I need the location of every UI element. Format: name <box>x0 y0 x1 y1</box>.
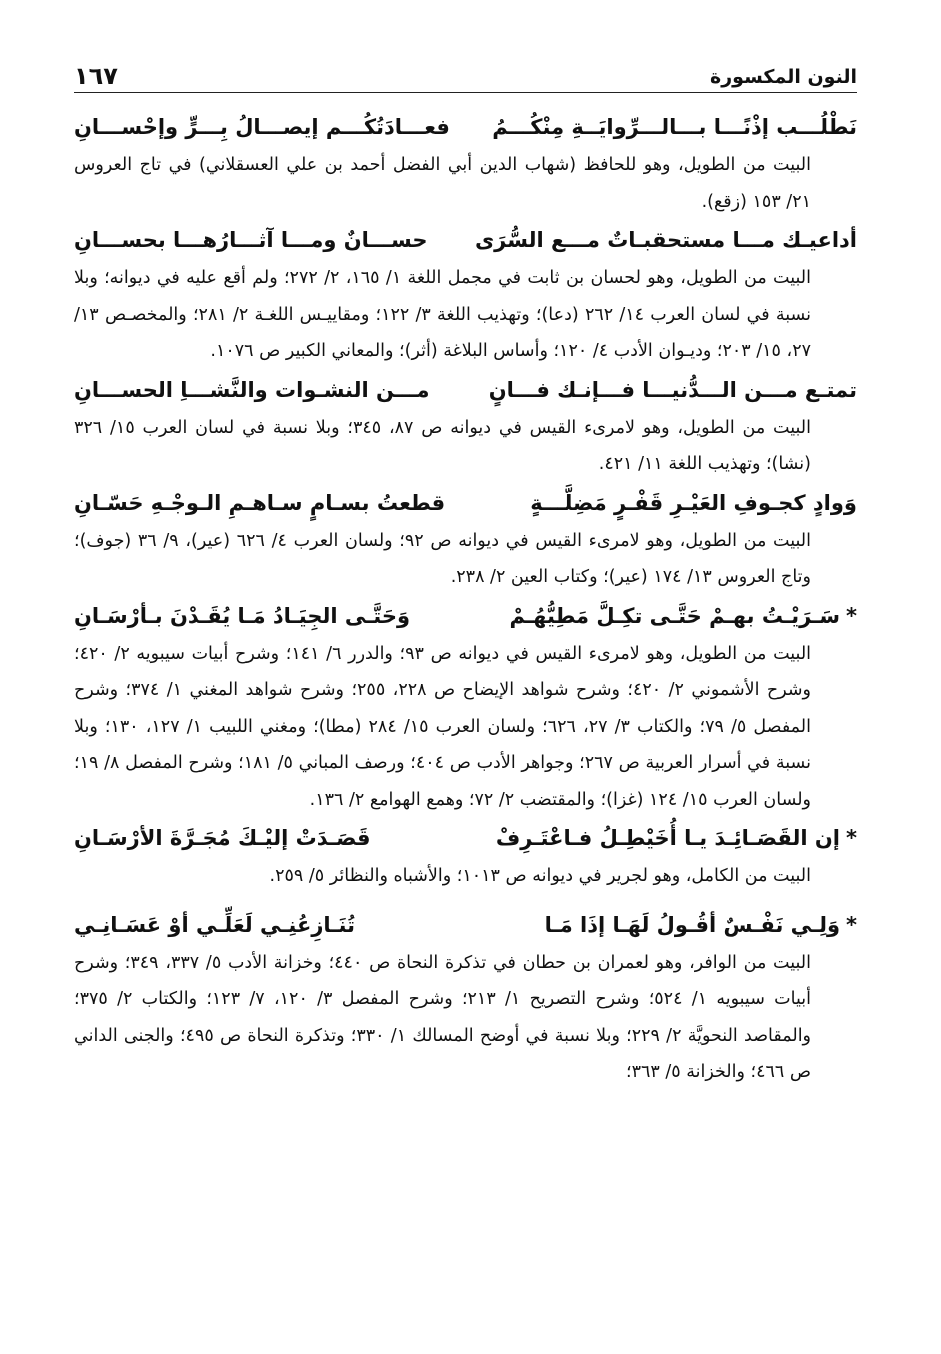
verse-line <box>74 818 857 858</box>
verse-commentary: البيت من الطويل، وهو لامرىء القيس في ديوانه ص ٩٢؛ ولسان العرب ٤/ ٦٢٦ (عير)، ٩/ ٣٦ (جوف)؛ وتاج العروس ١٣/ ١٧٤ (عير)؛ وكتاب العين ٢/ ٢٣٨. <box>74 530 811 587</box>
running-title: النون المكسورة <box>700 66 857 88</box>
shahid-marker: * <box>846 826 857 850</box>
verse-first-hemistich: وَوادٍ كجـوفِ العَيْـرِ قَفْـرٍ مَضِلَّـــةٍ <box>530 490 857 515</box>
verse-second-hemistich: قَصَـدَتْ إليْـكَ مُجَـرَّةَ الأرْسَـانِ <box>74 826 371 850</box>
verse-commentary: البيت من الطويل، وهو لامرىء القيس في ديوانه ص ٩٣؛ والدرر ٦/ ١٤١؛ وشرح أبيات سيبويه ٢/ ٤٢٠؛ وشرح الأشموني ٢/ ٤٢٠؛ وشرح شواهد الإيضاح ص ٢٢٨، ٢٥٥؛ وشرح شواهد المغني ١/ ٣٧٤؛ وشرح المفصل ٥/ ٧٩؛ والكتاب ٣/ ٢٧، ٦٢٦؛ ولسان العرب ١٥/ ٢٨٤ (مطا)؛ ومغني اللبيب ١/ ١٢٧، ١٣٠؛ وبلا نسبة في أسرار العربية ص ٢٦٧؛ وجواهر الأدب ص ٤٠٤؛ ورصف المباني ٥/ ١٨١؛ وشرح المفصل ٨/ ١٩؛ ولسان العرب ١٥/ ١٢٤ (غزا)؛ والمقتضب ٢/ ٧٢؛ وهمع الهوامع ٢/ ١٣٦. <box>74 643 812 810</box>
verse-commentary: البيت من الطويل، وهو لحسان بن ثابت في مجمل اللغة ١/ ١٦٥، ٢/ ٢٧٢؛ ولم أقع عليه في ديوانه؛ وبلا نسبة في لسان العرب ١٤/ ٢٦٢ (دعا)؛ وتهذيب اللغة ٣/ ١٢٢؛ ومقاييـس اللغـة ٢/ ٢٨١؛ والمخصـص ١٣/ ٢٧، ١٥/ ٢٠٣؛ وديـوان الأدب ٤/ ١٢٠؛ وأساس البلاغة (أثر)؛ والمعاني الكبير ص ١٠٧٦. <box>74 268 811 361</box>
verse-line <box>74 220 857 260</box>
verse-commentary: البيت من الطويل، وهو لامرىء القيس في ديوانه ص ٨٧، ٣٤٥؛ وبلا نسبة في لسان العرب ١٥/ ٣٢٦ (نشا)؛ وتهذيب اللغة ١١/ ٤٢١. <box>74 417 811 474</box>
verse-second-hemistich: تُنَـازِعُنِـي لَعَلِّـي أوْ عَسَـانِـي <box>74 912 355 937</box>
verse-commentary: البيت من الطويل، وهو للحافظ (شهاب الدين أبي الفضل أحمد بن علي العسقلاني) في تاج العروس ٢١/ ١٥٣ (زقع). <box>74 155 811 212</box>
verse-first-hemistich: أداعيـك مـــا مستحقبـاتٌ مـــع السُّرَى <box>474 228 857 252</box>
verse-line <box>74 370 857 410</box>
verse-line <box>74 483 857 523</box>
verse-line <box>74 905 857 945</box>
verse-entry <box>74 818 857 895</box>
verse-second-hemistich: وَحَتَّـى الجِيَـادُ مَـا يُقَـدْنَ بـأرْسَـانِ <box>74 603 411 628</box>
page-number: ١٦٧ <box>74 62 128 90</box>
shahid-marker: * <box>846 912 857 937</box>
verse-commentary: البيت من الوافر، وهو لعمران بن حطان في تذكرة النحاة ص ٤٤٠؛ وخزانة الأدب ٥/ ٣٣٧، ٣٤٩؛ وشرح أبيات سيبويه ١/ ٥٢٤؛ وشرح التصريح ١/ ٢١٣؛ وشرح المفصل ٣/ ١٢٠، ٧/ ١٢٣؛ والكتاب ٢/ ٣٧٥؛ والمقاصد النحويَّة ٢/ ٢٢٩؛ وبلا نسبة في أوضح المسالك ١/ ٣٣٠؛ وتذكرة النحاة ص ٤٩٥؛ والجنى الداني ص ٤٦٦؛ والخزانة ٥/ ٣٦٣؛ <box>74 952 812 1082</box>
verse-first-hemistich: تمتـع مـــن الـــدُّنيـــا فـــإنـك فـــانٍ <box>488 377 857 402</box>
verse-entry <box>74 370 857 483</box>
verse-second-hemistich: قطعتُ بسـامٍ سـاهـمِ الـوجْـهِ حَسّـانِ <box>74 490 446 515</box>
verse-second-hemistich: فعـــادَتُكُـــم إيصـــالُ بِـــرٍّ وإحْســـانِ <box>74 115 450 139</box>
verse-entry <box>74 107 857 220</box>
verse-second-hemistich: حســـانٌ ومـــا آثـــارُهـــا بحســـانِ <box>74 228 428 252</box>
verse-first-hemistich-text: إن القَصَـائِـدَ يـا أُخَيْطِـلُ فـاعْتَـرِفْ <box>495 826 841 850</box>
verse-first-hemistich-text: سَـرَيْـتُ بهـمْ حَتَّـى تكِـلَّ مَطِيُّهُـمْ <box>509 603 841 628</box>
verse-second-hemistich: مـــن النشـوات والنَّشـــاِ الحســـانِ <box>74 377 430 402</box>
shahid-marker: * <box>846 603 857 628</box>
verse-first-hemistich-text: وَلِـي نَفْـسٌ أقُـولُ لَهَـا إذَا مَـا <box>544 912 841 937</box>
verse-first-hemistich <box>545 905 857 945</box>
verse-line <box>74 107 857 147</box>
verse-entry <box>74 596 857 819</box>
verse-entry <box>74 220 857 370</box>
verse-entry <box>74 905 857 1091</box>
verse-line <box>74 596 857 636</box>
verse-first-hemistich: نَطْلُـــب إذْنًـــا بـــالـــرِّوايَــةِ مِنْكُـــمُ <box>492 115 857 139</box>
verse-first-hemistich <box>510 596 858 636</box>
verse-first-hemistich <box>496 818 857 858</box>
page-header <box>74 58 857 93</box>
verse-entry <box>74 483 857 596</box>
verse-commentary: البيت من الكامل، وهو لجرير في ديوانه ص ١٠١٣؛ والأشباه والنظائر ٥/ ٢٥٩. <box>269 866 811 886</box>
